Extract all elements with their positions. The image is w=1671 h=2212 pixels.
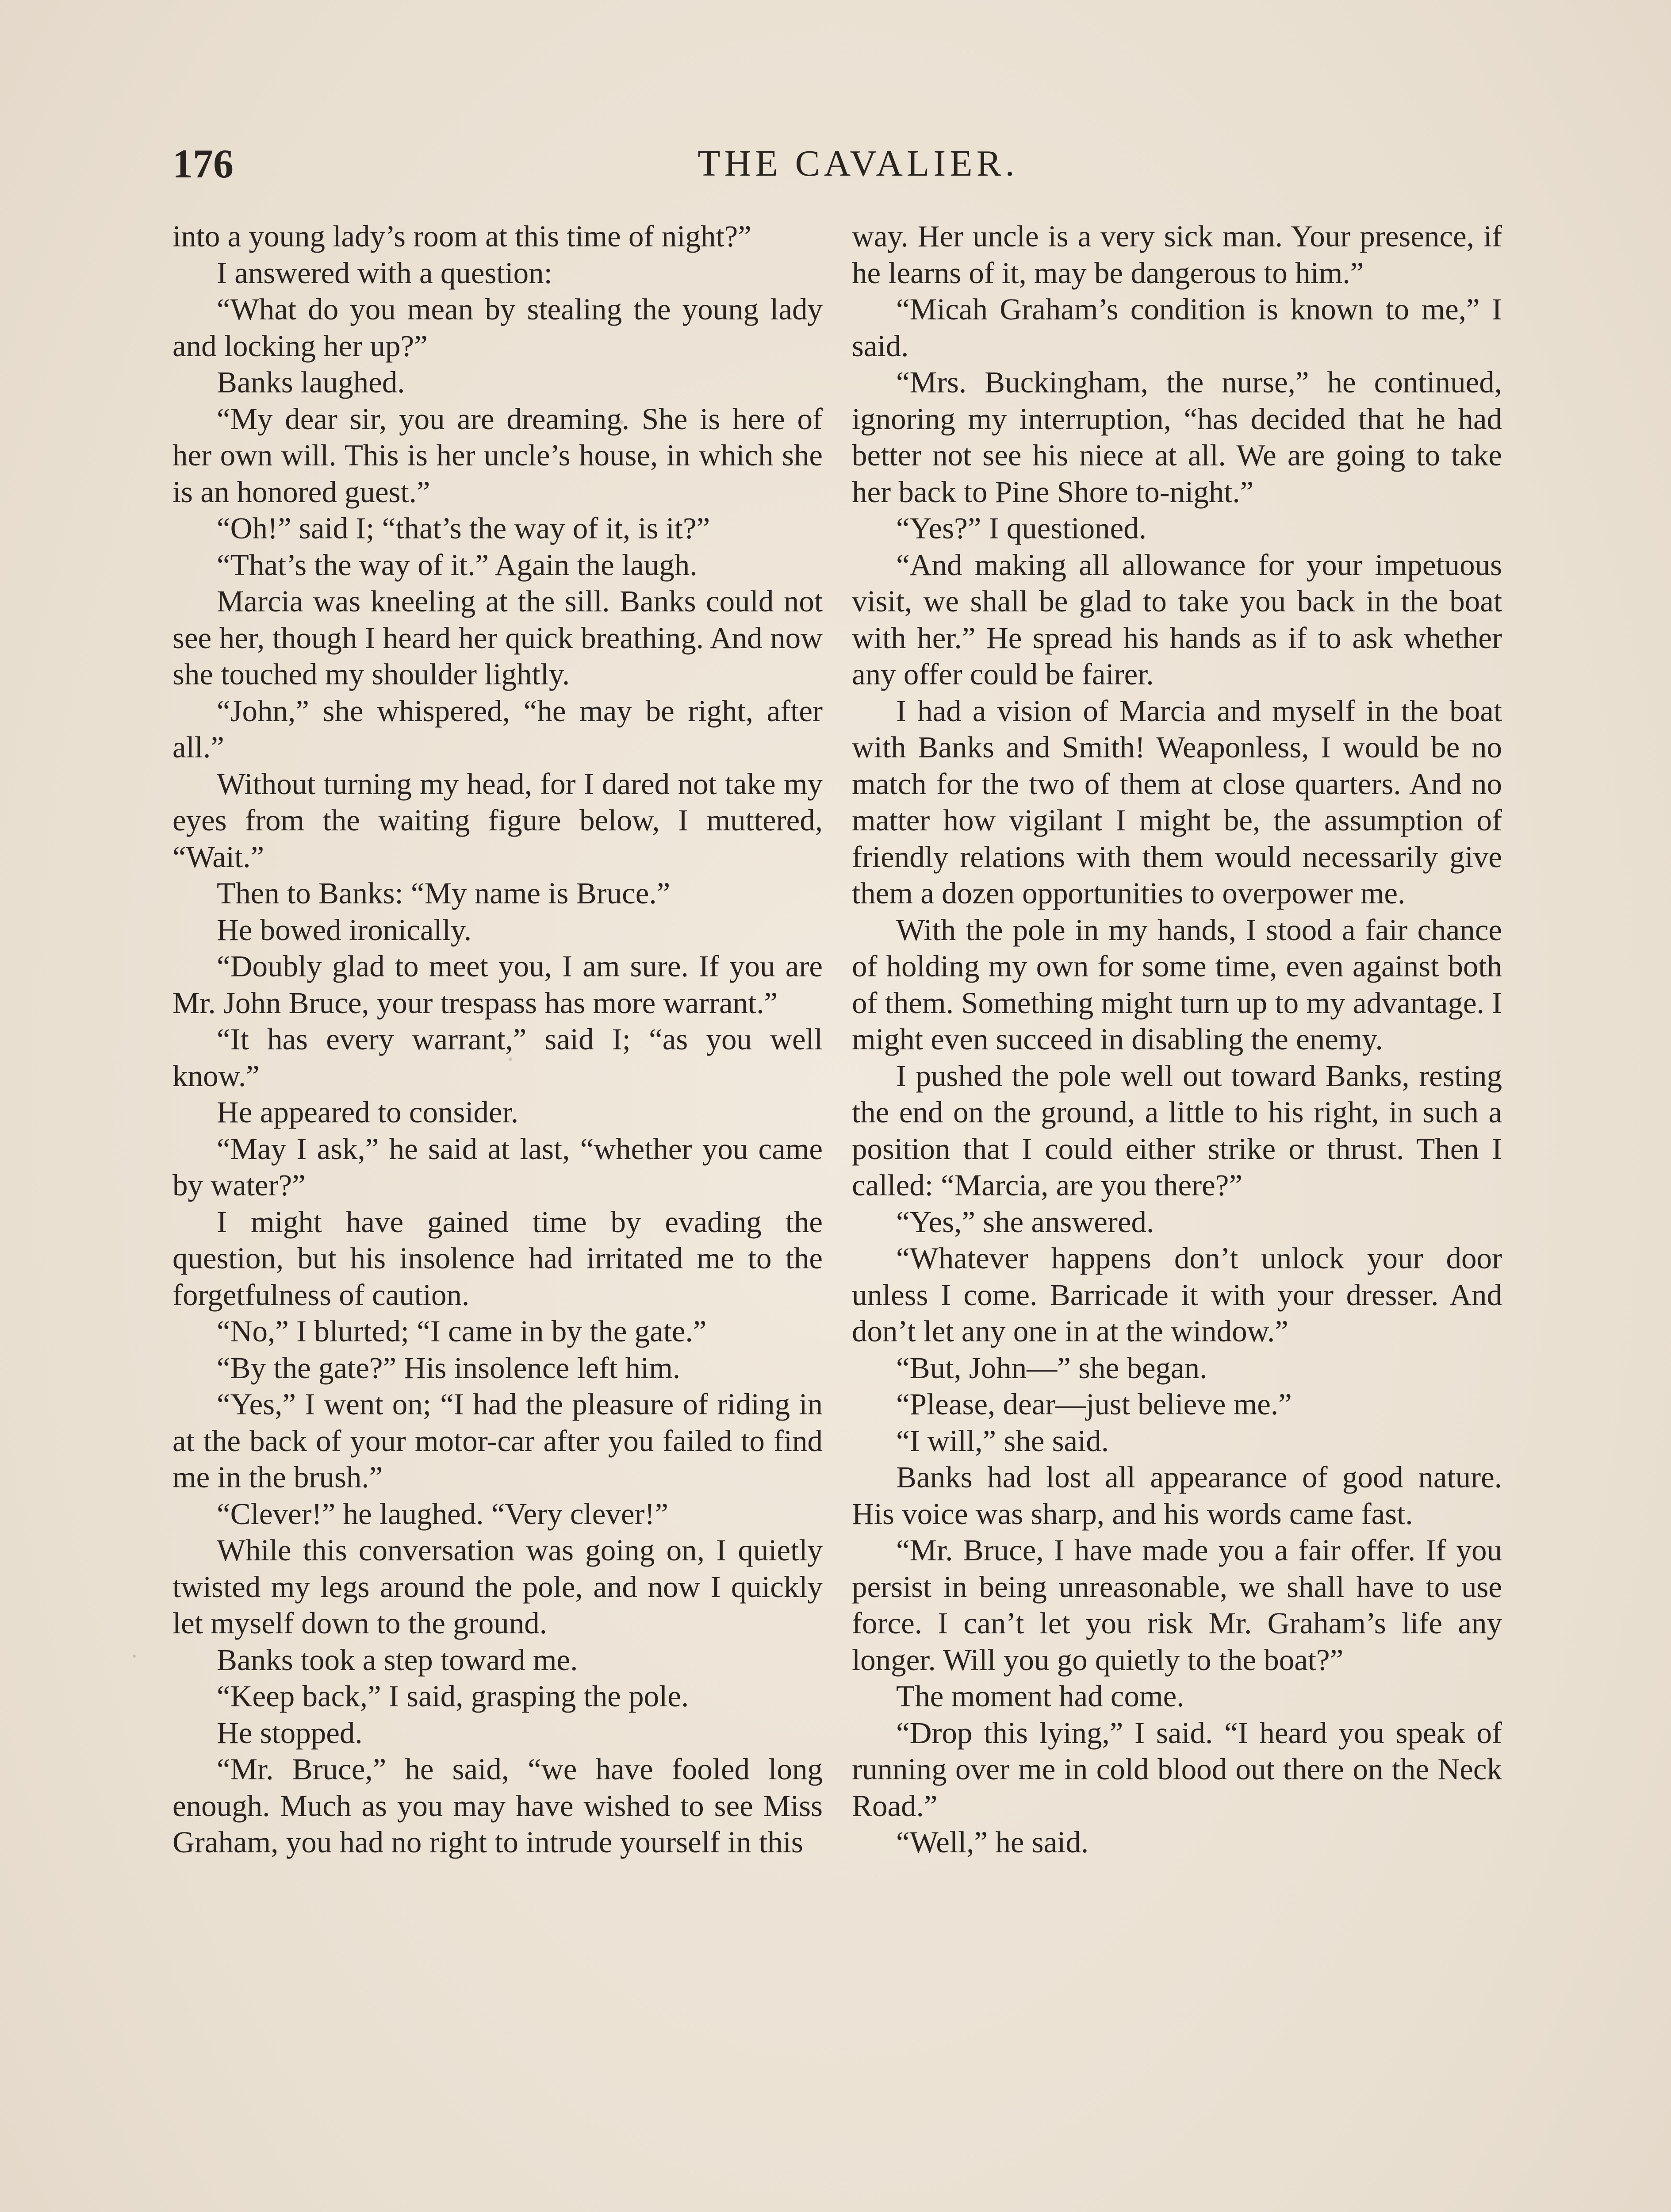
paragraph: “Yes,” I went on; “I had the pleasure of riding in at the back of your motor-car after you failed to find me in the brush.” [172, 1387, 823, 1494]
paragraph: “Mr. Bruce,” he said, “we have fooled long enough. Much as you may have wished to see Miss Graham, you had no right to intrude yourself in this [172, 1752, 823, 1859]
paragraph: Banks took a step toward me. [217, 1643, 578, 1677]
left-column [172, 218, 823, 1861]
paper-speck [619, 420, 624, 425]
paragraph: Then to Banks: “My name is Bruce.” [217, 876, 671, 910]
paragraph: He appeared to consider. [217, 1095, 519, 1129]
paragraph: Without turning my head, for I dared not take my eyes from the waiting figure below, I muttered, “Wait.” [172, 767, 823, 874]
paragraph: “Mr. Bruce, I have made you a fair offer. If you persist in being unreasonable, we shall have to use force. I can’t let you risk Mr. Graham’s life any longer. Will you go quietly to the boat?” [852, 1533, 1502, 1677]
paragraph: “That’s the way of it.” Again the laugh. [217, 548, 698, 582]
paragraph: “Oh!” said I; “that’s the way of it, is it?” [217, 511, 710, 545]
paragraph: “Mrs. Buckingham, the nurse,” he continued, ignoring my interruption, “has decided that he had better not see his niece at all. We are going to take her back to Pine Shore to-night.” [852, 365, 1502, 509]
right-column [852, 218, 1502, 1861]
paragraph: “By the gate?” His insolence left him. [217, 1351, 681, 1385]
paragraph: “Doubly glad to meet you, I am sure. If you are Mr. John Bruce, your trespass has more warrant.” [172, 949, 823, 1020]
paragraph: “Well,” he said. [896, 1825, 1089, 1859]
paragraph: “Clever!” he laughed. “Very clever!” [217, 1497, 669, 1531]
paragraph: into a young lady’s room at this time of night?” [172, 219, 751, 253]
paragraph: The moment had come. [896, 1679, 1184, 1713]
paragraph: “John,” she whispered, “he may be right, after all.” [172, 694, 823, 764]
paragraph: “Yes?” I questioned. [896, 511, 1146, 545]
paragraph: He stopped. [217, 1716, 363, 1750]
paragraph: Banks had lost all appearance of good nature. His voice was sharp, and his words came fast. [852, 1460, 1502, 1531]
paragraph: “Drop this lying,” I said. “I heard you speak of running over me in cold blood out there on the Neck Road.” [852, 1716, 1502, 1823]
page-number: 176 [172, 141, 234, 186]
paragraph: way. Her uncle is a very sick man. Your presence, if he learns of it, may be dangerous to him.” [852, 219, 1502, 290]
paragraph: “It has every warrant,” said I; “as you well know.” [172, 1022, 823, 1093]
running-title: THE CAVALIER. [698, 143, 1019, 184]
paragraph: “Micah Graham’s condition is known to me,” I said. [852, 292, 1502, 363]
paragraph: “Whatever happens don’t unlock your door unless I come. Barricade it with your dresser. And don’t let any one in at the window.” [852, 1241, 1502, 1348]
paper-speck [133, 1655, 136, 1658]
paragraph: He bowed ironically. [217, 913, 472, 947]
paragraph: Banks laughed. [217, 365, 405, 399]
paragraph: “And making all allowance for your impetuous visit, we shall be glad to take you back in the boat with her.” He spread his hands as if to ask whether any offer could be fairer. [852, 548, 1502, 691]
page-header [172, 133, 1499, 195]
paragraph: “Yes,” she answered. [896, 1205, 1154, 1239]
paragraph: I had a vision of Marcia and myself in the boat with Banks and Smith! Weaponless, I would be no match for the two of them at close quarters. And no matter how vigilant I might be, the assumption of friendly relations with them would necessarily give them a dozen opportunities to overpower me. [852, 694, 1502, 910]
paragraph: “But, John—” she began. [896, 1351, 1207, 1385]
paragraph: I pushed the pole well out toward Banks, resting the end on the ground, a little to his right, in such a position that I could either strike or thrust. Then I called: “Marcia, are you there?” [852, 1059, 1502, 1202]
paragraph: I answered with a question: [217, 256, 552, 290]
paragraph: “Please, dear—just believe me.” [896, 1387, 1292, 1421]
paragraph: “No,” I blurted; “I came in by the gate.” [217, 1314, 707, 1348]
paragraph: Marcia was kneeling at the sill. Banks could not see her, though I heard her quick breathing. And now she touched my shoulder lightly. [172, 584, 823, 691]
paragraph: “My dear sir, you are dreaming. She is here of her own will. This is her uncle’s house, in which she is an honored guest.” [172, 402, 823, 509]
paragraph: With the pole in my hands, I stood a fair chance of holding my own for some time, even against both of them. Something might turn up to my advantage. I might even succeed in disabling the enemy. [852, 913, 1502, 1056]
paragraph: “What do you mean by stealing the young lady and locking her up?” [172, 292, 823, 363]
paragraph: “I will,” she said. [896, 1424, 1109, 1458]
paragraph: I might have gained time by evading the question, but his insolence had irritated me to the forgetfulness of caution. [172, 1205, 823, 1312]
paper-speck [509, 1057, 512, 1061]
paragraph: “Keep back,” I said, grasping the pole. [217, 1679, 689, 1713]
paragraph: “May I ask,” he said at last, “whether you came by water?” [172, 1132, 823, 1202]
paragraph: While this conversation was going on, I quietly twisted my legs around the pole, and now I quickly let myself down to the ground. [172, 1533, 823, 1640]
